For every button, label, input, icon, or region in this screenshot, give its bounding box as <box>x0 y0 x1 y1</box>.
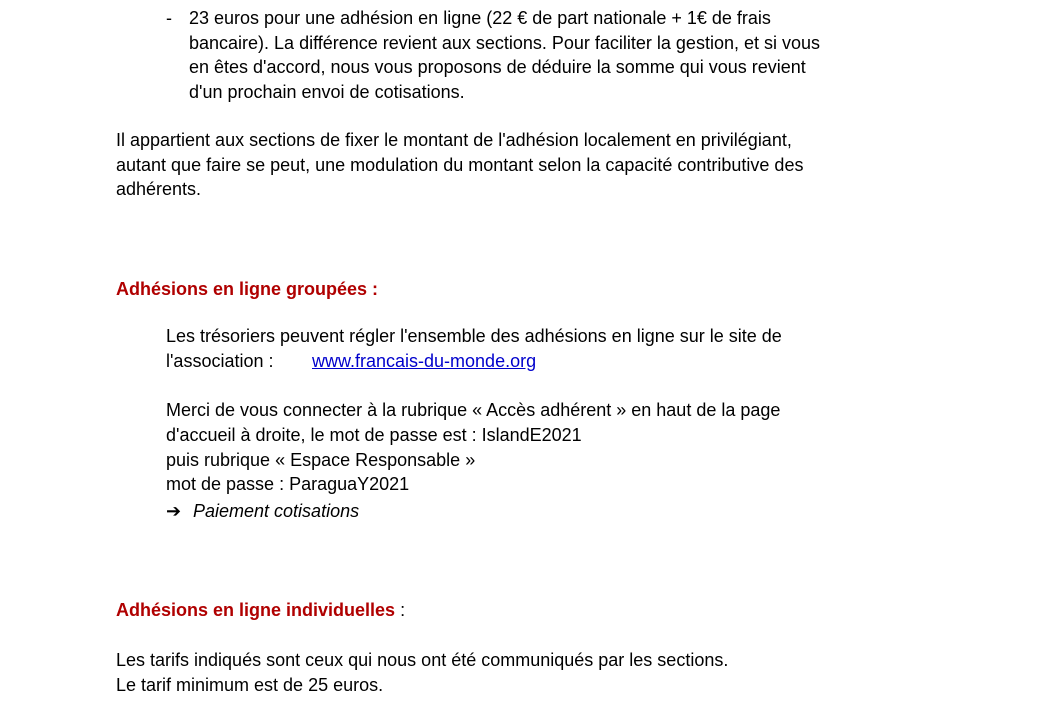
text-line: Le tarif minimum est de 25 euros. <box>116 675 384 695</box>
bullet-marker: - <box>166 8 172 28</box>
text-line: puis rubrique « Espace Responsable » <box>166 450 476 470</box>
paragraph-line: autant que faire se peut, une modulation du montant selon la capacité contributive des <box>116 155 804 175</box>
heading-individual-text: Adhésions en ligne individuelles <box>116 600 396 620</box>
bullet-line: bancaire). La différence revient aux sections. Pour faciliter la gestion, et si vous <box>189 33 821 53</box>
paragraph-line: Il appartient aux sections de fixer le montant de l'adhésion localement en privilégiant, <box>116 130 792 150</box>
text-line: l'association : <box>166 351 274 371</box>
text-line: d'accueil à droite, le mot de passe est : IslandE2021 <box>166 425 582 445</box>
website-link[interactable]: www.francais-du-monde.org <box>312 351 537 371</box>
heading-individual <box>116 599 405 621</box>
text-line: mot de passe : ParaguaY2021 <box>166 474 410 494</box>
text-line: Les trésoriers peuvent régler l'ensemble des adhésions en ligne sur le site de <box>166 326 782 346</box>
text-line: Merci de vous connecter à la rubrique « Accès adhérent » en haut de la page <box>166 400 781 420</box>
bullet-line: en êtes d'accord, nous vous proposons de déduire la somme qui vous revient <box>189 57 806 77</box>
bullet-line: 23 euros pour une adhésion en ligne (22 € de part nationale + 1€ de frais <box>189 8 771 28</box>
heading-grouped: Adhésions en ligne groupées : <box>116 279 379 299</box>
heading-suffix: : <box>395 600 406 620</box>
action-label: Paiement cotisations <box>193 501 360 521</box>
arrow-icon: ➔ <box>166 501 182 521</box>
paragraph-line: adhérents. <box>116 179 202 199</box>
bullet-line: d'un prochain envoi de cotisations. <box>189 82 465 102</box>
text-line: Les tarifs indiqués sont ceux qui nous ont été communiqués par les sections. <box>116 650 729 670</box>
